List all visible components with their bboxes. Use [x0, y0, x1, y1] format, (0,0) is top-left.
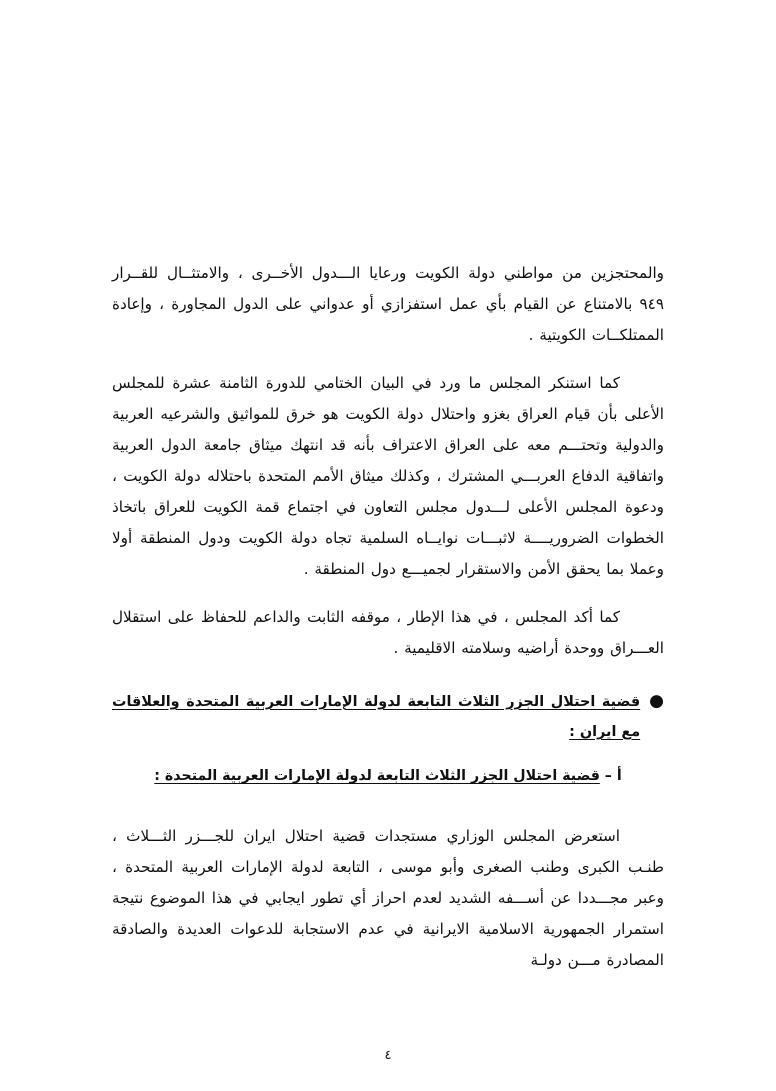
- paragraph-1: والمحتجزين من مواطني دولة الكويت ورعايا الـــدول الأخــرى ، والامتثــال للقــرار ٩٤٩ بالامتناع عن القيام بأي عمل استفزازي أو عدواني على الدول المجاورة ، وإعادة الممتلكــات الكويتية .: [112, 264, 664, 344]
- paragraph-4: استعرض المجلس الوزاري مستجدات قضية احتلال ايران للجـــزر الثـــلاث ، طنـب الكبرى وطنب الصغرى وأبو موسى ، التابعة لدولة الإمارات العربية المتحدة ، وعبر مجـــددا عن أســـفه الشديد لعدم احراز أي تطور ايجابي في هذا الموضوع نتيجة استمرار الجمهورية الاسلامية الايرانية في عدم الاستجابة للدعوات العديدة والصادقة المصادرة مـــن دولـة: [112, 827, 664, 969]
- bullet-icon: ●: [649, 691, 664, 711]
- page-number: ٤: [384, 1048, 392, 1063]
- paragraph-2: كما استنكر المجلس ما ورد في البيان الختامي للدورة الثامنة عشرة للمجلس الأعلى بأن قيام العراق بغزو واحتلال دولة الكويت هو خرق للمواثيق والشرعيه العربية والدولية وتحتـــم معه على العراق الاعتراف بأنه قد انتهك ميثاق جامعة الدول العربية واتفاقية الدفاع العربـــي المشترك ، وكذلك ميثاق الأمم المتحدة باحتلاله دولة الكويت ، ودعوة المجلس الأعلى لـــدول مجلس التعاون في اجتماع قمة الكويت للعراق باتخاذ الخطوات الضروريــــة لاثبـــات نوايــاه السلمية تجاه دولة الكويت ودول المنطقة أولا وعملا بما يحقق الأمن والاستقرار لجميـــع دول المنطقة .: [112, 374, 664, 578]
- section-bullet-label: قضية احتلال الجزر الثلاث التابعة لدولة الإمارات العربية المتحدة والعلاقات مع ايران :: [112, 694, 641, 740]
- spacer: [112, 807, 664, 821]
- subsection-prefix: أ –: [599, 768, 622, 784]
- section-bullet: [112, 687, 664, 747]
- document-body: [112, 258, 664, 993]
- subsection-heading: [112, 761, 664, 791]
- subsection-label: قضية احتلال الجزر الثلاث التابعة لدولة الإمارات العربية المتحدة :: [154, 768, 600, 784]
- paragraph-3: كما أكد المجلس ، في هذا الإطار ، موقفه الثابت والداعم للحفاظ على استقلال العـــراق ووحدة أراضيه وسلامته الاقليمية .: [112, 608, 664, 657]
